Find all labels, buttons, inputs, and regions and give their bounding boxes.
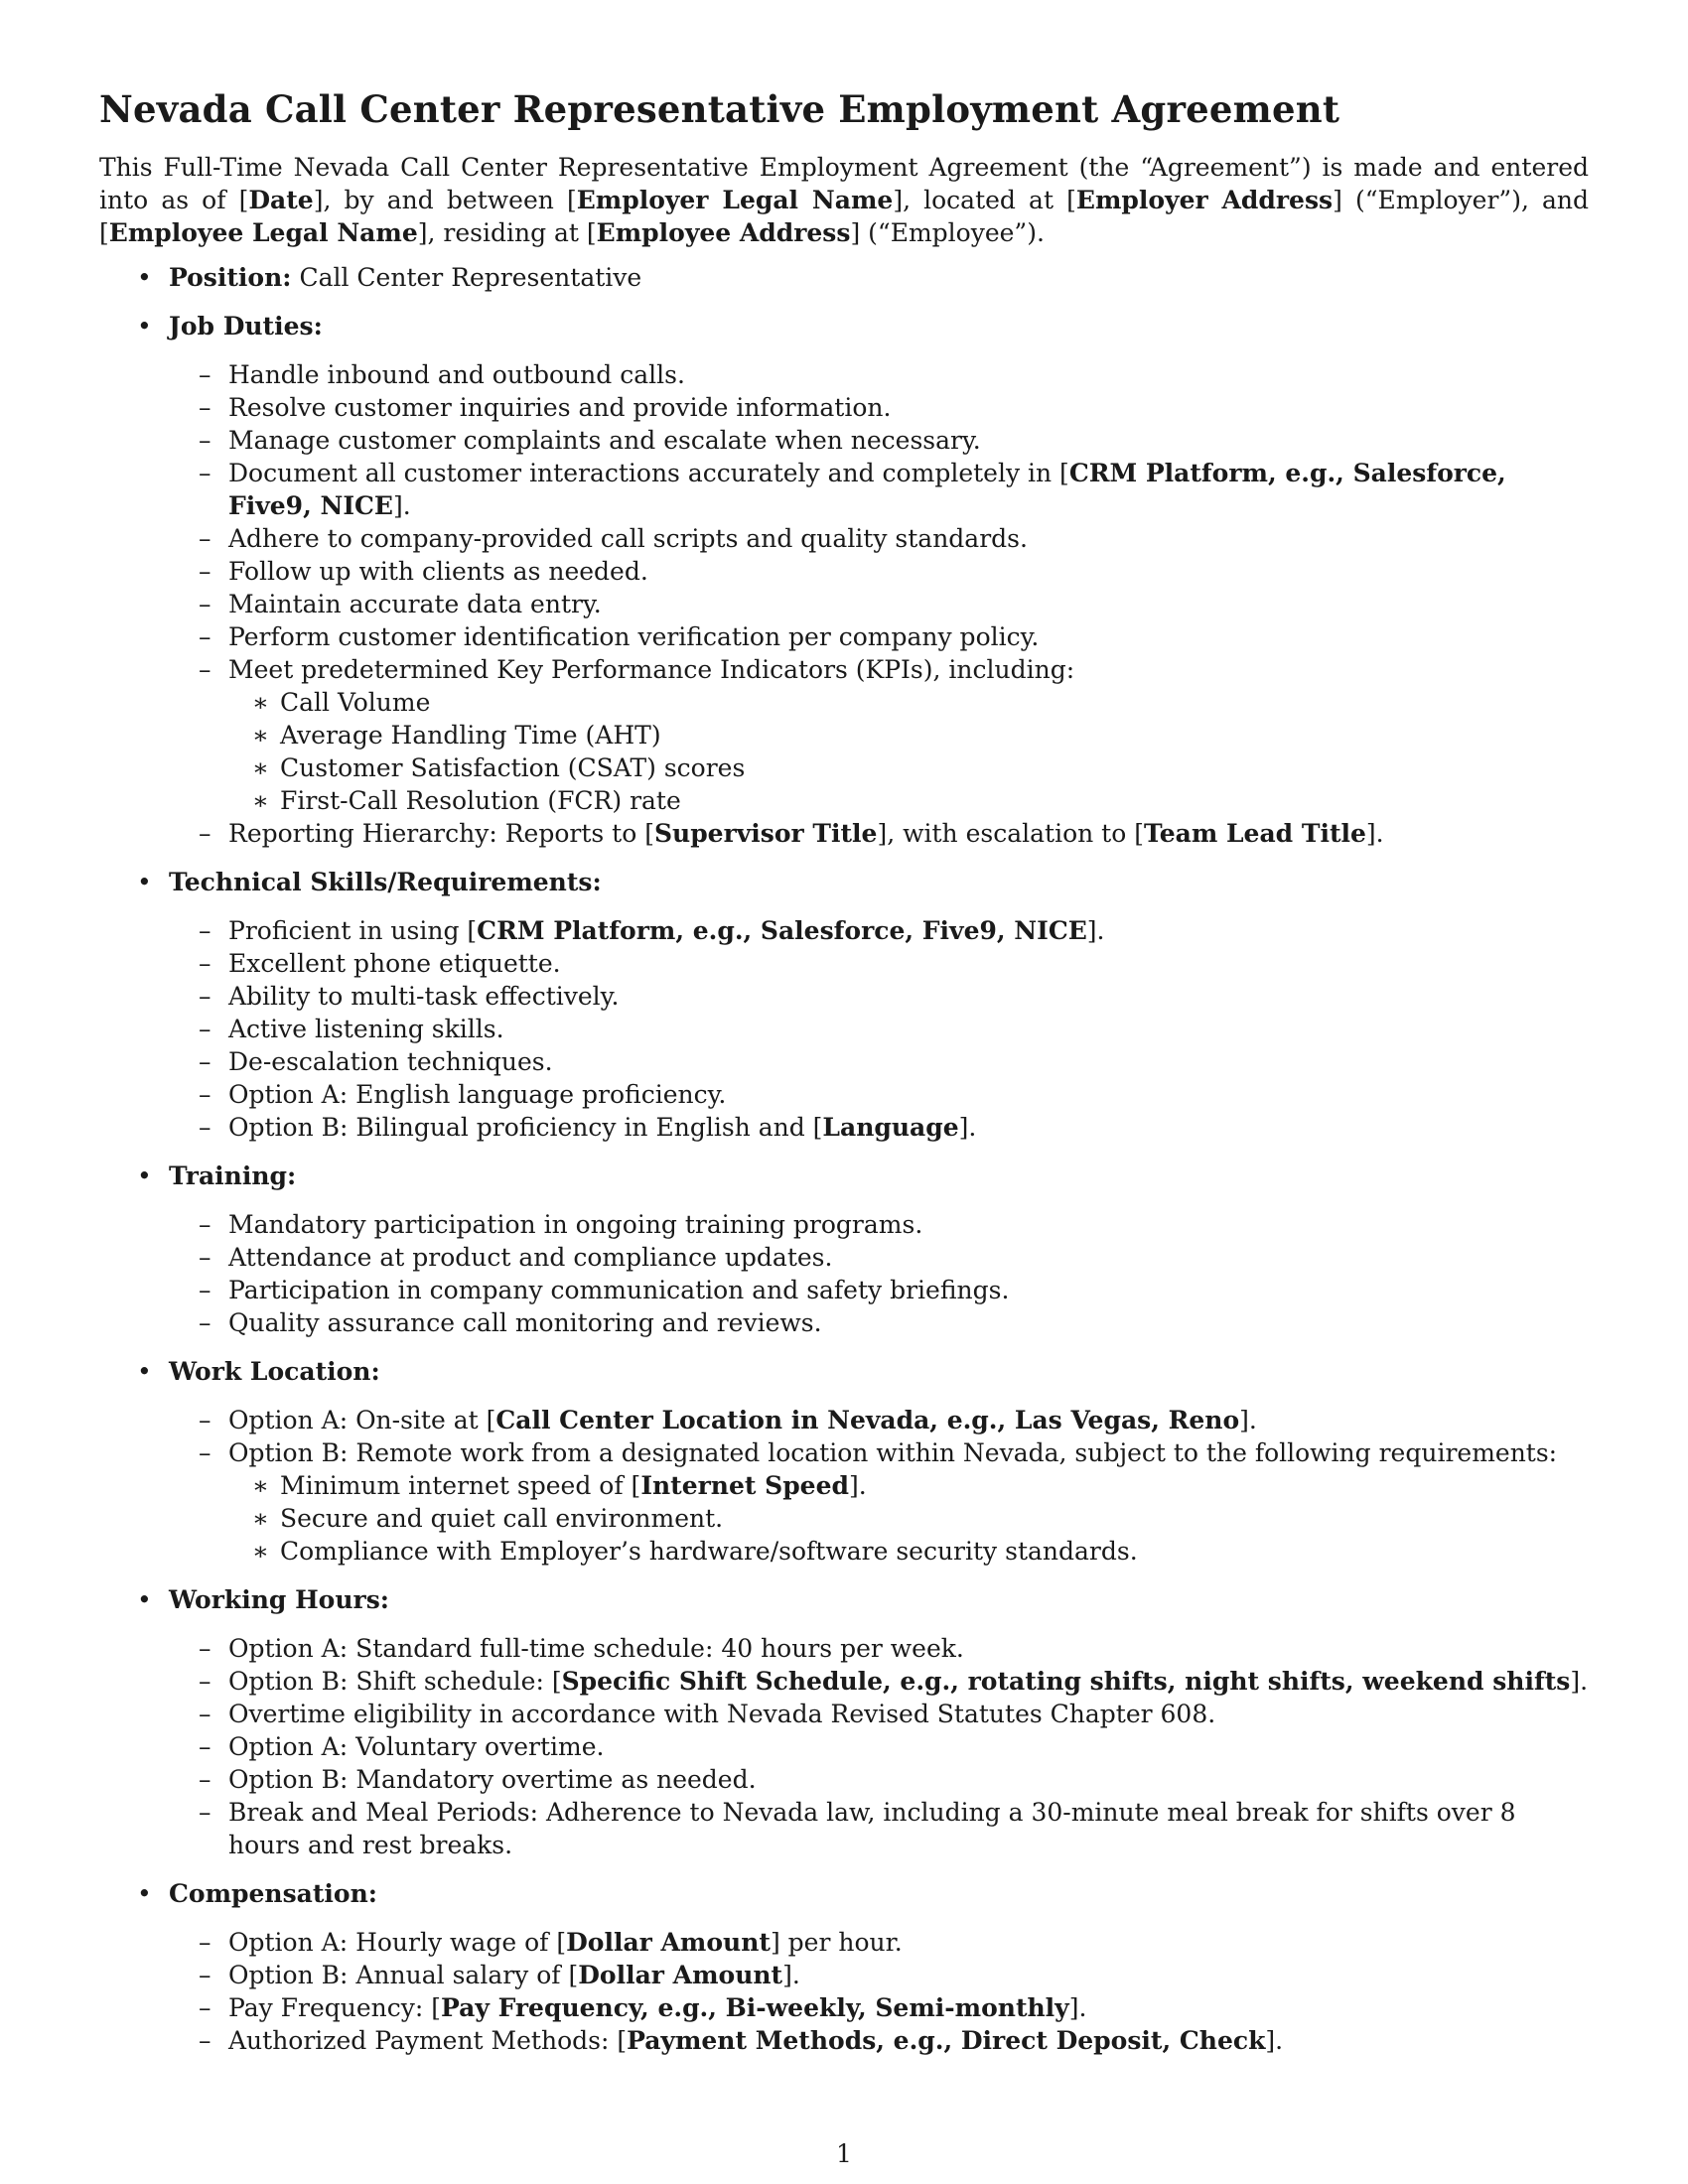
list-item: – Option B: Annual salary of [Dollar Amount].: [169, 1959, 1589, 1991]
list-item: – Quality assurance call monitoring and reviews.: [169, 1306, 1589, 1339]
requirement-item: ∗ Compliance with Employer’s hardware/software security standards.: [228, 1535, 1589, 1568]
page-number: 1: [836, 2139, 852, 2168]
section-work-location: • Work Location: – Option A: On-site at [Call Center Location in Nevada, e.g., Las Vegas, Reno]. – Option B: Remote work from a designated location within Nevada, subject to the following requirements: ∗ Minimum internet speed of [Internet Speed]. ∗ Secure and quiet call environment. ∗ Compliance with Employer’s hardware/software security standards.: [99, 1355, 1589, 1568]
list-item: – Option A: Voluntary overtime.: [169, 1730, 1589, 1763]
list-item: – Option A: Hourly wage of [Dollar Amount] per hour.: [169, 1926, 1589, 1959]
list-item: – De-escalation techniques.: [169, 1045, 1589, 1078]
list-item: – Option A: Standard full-time schedule: 40 hours per week.: [169, 1632, 1589, 1665]
kpi-item: ∗ Customer Satisfaction (CSAT) scores: [228, 751, 1589, 784]
date-placeholder: Date: [248, 186, 314, 214]
page-title: Nevada Call Center Representative Employment Agreement: [99, 87, 1340, 131]
list-item: – Handle inbound and outbound calls.: [169, 358, 1589, 391]
list-item: – Maintain accurate data entry.: [169, 588, 1589, 620]
section-compensation: • Compensation: – Option A: Hourly wage of [Dollar Amount] per hour. – Option B: Annual salary of [Dollar Amount]. – Pay Frequency: [Pay Frequency, e.g., Bi-weekly, Semi-monthly]. – Authorized Payment Methods: [Payment Methods, e.g., Direct Deposit, Check].: [99, 1877, 1589, 2057]
list-item: – Resolve customer inquiries and provide information.: [169, 391, 1589, 424]
list-item: – Participation in company communication and safety briefings.: [169, 1274, 1589, 1306]
kpi-item: ∗ Call Volume: [228, 686, 1589, 719]
section-training: • Training: – Mandatory participation in ongoing training programs. – Attendance at product and compliance updates. – Participation in company communication and safety briefings. – Quality assurance call monitoring and reviews.: [99, 1160, 1589, 1339]
list-item: – Option B: Mandatory overtime as needed.: [169, 1763, 1589, 1796]
list-item: – Mandatory participation in ongoing training programs.: [169, 1208, 1589, 1241]
list-item: – Active listening skills.: [169, 1013, 1589, 1045]
list-item: – Meet predetermined Key Performance Indicators (KPIs), including: ∗ Call Volume ∗ Average Handling Time (AHT) ∗ Customer Satisfaction (CSAT) scores ∗ First-Call Resolution (FCR) rate: [169, 653, 1589, 817]
list-item: – Follow up with clients as needed.: [169, 555, 1589, 588]
list-item: – Perform customer identification verification per company policy.: [169, 620, 1589, 653]
list-item: – Option B: Bilingual proficiency in English and [Language].: [169, 1111, 1589, 1144]
list-item: – Break and Meal Periods: Adherence to Nevada law, including a 30-minute meal break for shifts over 8 hours and rest breaks.: [169, 1796, 1589, 1861]
section-position: • Position: Call Center Representative: [99, 261, 1589, 294]
list-item: – Adhere to company-provided call scripts and quality standards.: [169, 522, 1589, 555]
list-item: – Document all customer interactions accurately and completely in [CRM Platform, e.g., Salesforce, Five9, NICE].: [169, 457, 1589, 522]
list-item: – Option B: Remote work from a designated location within Nevada, subject to the following requirements: ∗ Minimum internet speed of [Internet Speed]. ∗ Secure and quiet call environment. ∗ Compliance with Employer’s hardware/software security standards.: [169, 1436, 1589, 1568]
list-item: – Option B: Shift schedule: [Specific Shift Schedule, e.g., rotating shifts, night shifts, weekend shifts].: [169, 1665, 1589, 1698]
list-item: – Option A: On-site at [Call Center Location in Nevada, e.g., Las Vegas, Reno].: [169, 1404, 1589, 1436]
employee-name-placeholder: Employee Legal Name: [108, 218, 418, 247]
list-item: – Authorized Payment Methods: [Payment Methods, e.g., Direct Deposit, Check].: [169, 2024, 1589, 2057]
list-item: – Ability to multi-task effectively.: [169, 980, 1589, 1013]
list-item: – Option A: English language proficiency.: [169, 1078, 1589, 1111]
list-item: – Pay Frequency: [Pay Frequency, e.g., Bi-weekly, Semi-monthly].: [169, 1991, 1589, 2024]
document-page: [99, 87, 1589, 2073]
agreement-sections: [99, 261, 1589, 2057]
list-item: – Overtime eligibility in accordance with Nevada Revised Statutes Chapter 608.: [169, 1698, 1589, 1730]
employee-address-placeholder: Employee Address: [596, 218, 851, 247]
list-item: – Proficient in using [CRM Platform, e.g., Salesforce, Five9, NICE].: [169, 914, 1589, 947]
list-item: – Excellent phone etiquette.: [169, 947, 1589, 980]
employer-name-placeholder: Employer Legal Name: [576, 186, 894, 214]
section-working-hours: • Working Hours: – Option A: Standard full-time schedule: 40 hours per week. – Option B: Shift schedule: [Specific Shift Schedule, e.g., rotating shifts, night shifts, weekend shifts]. – Overtime eligibility in accordance with Nevada Revised Statutes Chapter 608. – Option A: Voluntary overtime. – Option B: Mandatory overtime as needed. – Break and Meal Periods: Adherence to Nevada law, including a 30-minute meal break for shifts over 8 hours and rest breaks.: [99, 1583, 1589, 1861]
kpi-item: ∗ First-Call Resolution (FCR) rate: [228, 784, 1589, 817]
employer-address-placeholder: Employer Address: [1075, 186, 1334, 214]
section-technical-skills: • Technical Skills/Requirements: – Proficient in using [CRM Platform, e.g., Salesforce, Five9, NICE]. – Excellent phone etiquette. – Ability to multi-task effectively. – Active listening skills. – De-escalation techniques. – Option A: English language proficiency. – Option B: Bilingual proficiency in English and [Language].: [99, 866, 1589, 1144]
kpi-item: ∗ Average Handling Time (AHT): [228, 719, 1589, 751]
section-job-duties: • Job Duties: – Handle inbound and outbound calls. – Resolve customer inquiries and provide information. – Manage customer complaints and escalate when necessary. – Document all customer interactions accurately and completely in [CRM Platform, e.g., Salesforce, Five9, NICE]. – Adhere to company-provided call scripts and quality standards. – Follow up with clients as needed. – Maintain accurate data entry. – Perform customer identification verification per company policy. – Meet predetermined Key Performance Indicators (KPIs), including: ∗ Call Volume ∗ Average Handling Time (AHT) ∗ Customer Satisfaction (CSAT) scores ∗ First-Call Resolution (FCR) rate – Reporting Hierarchy: Reports to [Supervisor Title], with escalation to [Team Lead Title].: [99, 310, 1589, 850]
list-item: – Manage customer complaints and escalate when necessary.: [169, 424, 1589, 457]
list-item: – Reporting Hierarchy: Reports to [Supervisor Title], with escalation to [Team Lead Title].: [169, 817, 1589, 850]
requirement-item: ∗ Secure and quiet call environment.: [228, 1502, 1589, 1535]
list-item: – Attendance at product and compliance updates.: [169, 1241, 1589, 1274]
intro-paragraph: This Full-Time Nevada Call Center Representative Employment Agreement (the “Agreement”) is made and entered into as of [Date], by and between [Employer Legal Name], located at [Employer Address] (“Employer”), and [Employee Legal Name], residing at [Employee Address] (“Employee”).: [99, 153, 1590, 247]
requirement-item: ∗ Minimum internet speed of [Internet Speed].: [228, 1469, 1589, 1502]
